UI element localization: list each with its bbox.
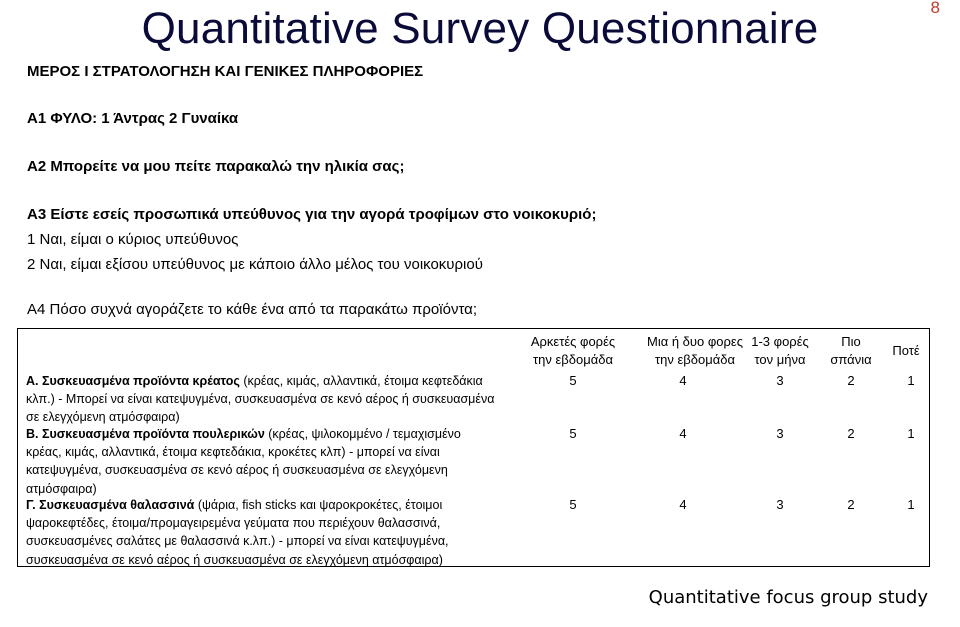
table-cell: 5: [569, 373, 577, 388]
item-text: σε ελεγχόμενη ατμόσφαιρα): [26, 410, 180, 425]
table-cell: 2: [847, 497, 855, 512]
table-row-item: [26, 425, 526, 498]
column-header-line: την εβδομάδα: [533, 352, 613, 367]
page-number: 8: [930, 0, 940, 17]
item-text: (ψάρια, fish sticks και ψαροκροκέτες, έτοιμοι: [194, 498, 443, 512]
table-cell: 3: [776, 373, 784, 388]
a3-option-2: 2 Ναι, είμαι εξίσου υπεύθυνος με κάποιο άλλο μέλος του νοικοκυριού: [27, 256, 483, 273]
table-cell: 4: [679, 373, 687, 388]
column-header: [821, 333, 881, 369]
item-title: Α. Συσκευασμένα προϊόντα κρέατος: [26, 374, 240, 388]
table-cell: 5: [569, 426, 577, 441]
column-header-line: 1-3 φορές: [751, 334, 809, 349]
question-a1: Α1 ΦΥΛΟ: 1 Άντρας 2 Γυναίκα: [27, 110, 239, 127]
question-a2: Α2 Μπορείτε να μου πείτε παρακαλώ την ηλικία σας;: [27, 158, 405, 175]
question-a3: Α3 Είστε εσείς προσωπικά υπεύθυνος για την αγορά τροφίμων στο νοικοκυριό;: [27, 206, 597, 223]
table-cell: 5: [569, 497, 577, 512]
column-header-line: Ποτέ: [892, 343, 920, 358]
footer-caption: Quantitative focus group study: [648, 587, 928, 608]
table-cell: 1: [907, 373, 915, 388]
column-header-line: τον μήνα: [754, 352, 806, 367]
item-text: ατμόσφαιρα): [26, 481, 97, 496]
item-text: κατεψυγμένα, συσκευασμένα σε κενό αέρος ή συσκευασμένα σε ελεγχόμενη: [26, 463, 448, 478]
column-header-line: την εβδομάδα: [655, 352, 735, 367]
table-cell: 3: [776, 497, 784, 512]
table-cell: 3: [776, 426, 784, 441]
column-header-line: σπάνια: [830, 352, 872, 367]
column-header: [518, 333, 628, 369]
column-header-line: Μια ή δυο φορες: [647, 334, 743, 349]
item-text: κλπ.) - Μπορεί να είναι κατεψυγμένα, συσκευασμένα σε κενό αέρος ή συσκευασμένα: [26, 392, 495, 407]
item-title: Γ. Συσκευασμένα θαλασσινά: [26, 498, 195, 512]
table-cell: 4: [679, 426, 687, 441]
table-cell: 1: [907, 497, 915, 512]
table-cell: 2: [847, 373, 855, 388]
column-header-line: Πιο: [841, 334, 861, 349]
column-header: [740, 333, 820, 369]
section-header: ΜΕΡΟΣ Ι ΣΤΡΑΤΟΛΟΓΗΣΗ ΚΑΙ ΓΕΝΙΚΕΣ ΠΛΗΡΟΦΟΡΙΕΣ: [27, 63, 424, 80]
table-row-item: [26, 372, 526, 427]
item-text: (κρέας, ψιλοκομμένο / τεμαχισμένο: [264, 427, 461, 441]
table-cell: 1: [907, 426, 915, 441]
page-title: Quantitative Survey Questionnaire: [141, 4, 819, 53]
a3-option-1: 1 Ναι, είμαι ο κύριος υπεύθυνος: [27, 231, 239, 248]
frequency-table: [17, 328, 930, 567]
table-row-item: [26, 496, 526, 569]
item-text: συσκευασμένες σαλάτες με θαλασσινά κ.λπ.) - μπορεί να είναι κατεψυγμένα,: [26, 534, 449, 549]
table-cell: 2: [847, 426, 855, 441]
item-text: ψαροκεφτέδες, έτοιμα/προμαγειρεμένα γεύματα που περιέχουν θαλασσινά,: [26, 516, 441, 531]
table-cell: 4: [679, 497, 687, 512]
item-title: Β. Συσκευασμένα προϊόντα πουλερικών: [26, 427, 265, 441]
item-text: (κρέας, κιμάς, αλλαντικά, έτοιμα κεφτεδάκια: [239, 374, 483, 388]
question-a4: Α4 Πόσο συχνά αγοράζετε το κάθε ένα από τα παρακάτω προϊόντα;: [27, 301, 477, 318]
column-header-line: Αρκετές φορές: [530, 334, 616, 349]
item-text: κρέας, κιμάς, αλλαντικά, έτοιμα κεφτεδάκια, κροκέτες κλπ) - μπορεί να είναι: [26, 445, 440, 460]
column-header: [886, 342, 926, 360]
item-text: συσκευασμένα σε κενό αέρος ή συσκευασμένα σε ελεγχόμενη ατμόσφαιρα): [26, 552, 443, 567]
